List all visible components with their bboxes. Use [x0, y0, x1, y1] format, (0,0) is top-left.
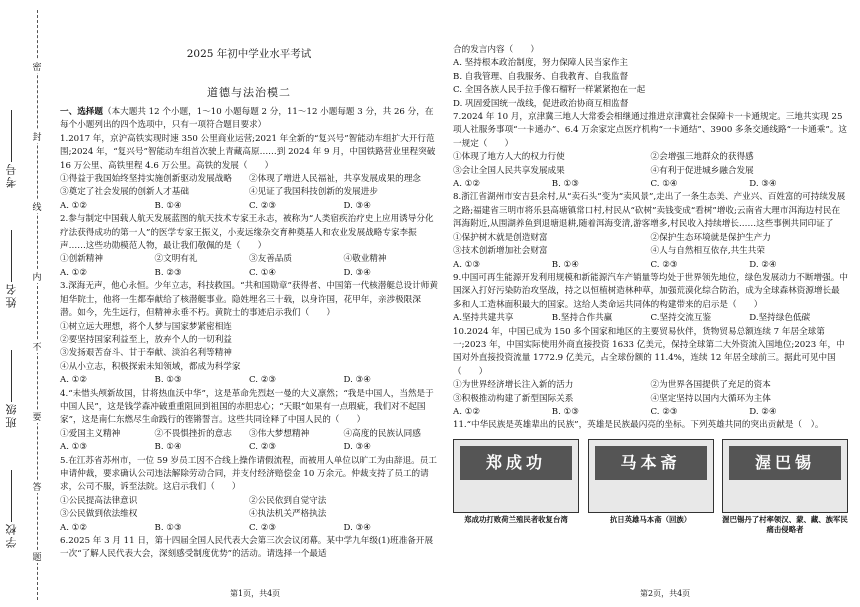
- name-field[interactable]: [4, 230, 20, 308]
- seal-char: 答: [31, 480, 43, 493]
- seal-char: 不: [31, 340, 43, 353]
- q6-choice[interactable]: B. 自我管理、自我服务、自我教育、自我监督: [453, 71, 629, 82]
- q4-choice[interactable]: A. ①③: [60, 442, 88, 453]
- q8-option: ③技术创新增加社会财富: [453, 246, 548, 257]
- q4-option: ②不畏惧挫折的意志: [154, 428, 232, 439]
- q8-option: ④人与自然相互依存,共生共荣: [650, 246, 765, 257]
- exam-number-field[interactable]: [4, 110, 20, 188]
- q9-choice[interactable]: C.坚持交流互鉴: [650, 313, 712, 324]
- binding-margin: [0, 0, 46, 607]
- hero-figures: [453, 439, 848, 535]
- q1-option: ②体现了增进人民福祉，共享发展成果的理念: [249, 174, 421, 185]
- woodcut-image: [453, 439, 579, 513]
- q5-option: ①公民提高法律意识: [60, 495, 138, 506]
- question-1: 1.2017 年，京沪高铁实现时速 350 公里商业运营;2021 年全新的“复兴号”智能动车组扩大开行范围;2024 年，“复兴号”智能动车组首次驶上青藏高原……到 2024 年 9 月，中国铁路营业里程突破 16 万公里、高铁里程 4.6 万公里。高铁的发展（ ）: [60, 133, 436, 171]
- figure-stamp: 郑成功: [460, 446, 572, 480]
- q8-choice[interactable]: B. ①④: [551, 259, 579, 270]
- page-left: [60, 0, 438, 562]
- q3-choice[interactable]: B. ①③: [154, 375, 182, 386]
- seal-char: 题: [31, 550, 43, 563]
- q4-option: ④高度的民族认同感: [343, 428, 421, 439]
- question-3: 3.深海无声，他心永恒。少年立志，科技救国。“共和国勋章”获得者、中国第一代核潜艇总设计师黄旭华院士，他将一生都奉献给了核潜艇事业。隐姓埋名三十载，以身许国，花甲年，亲涉极限深潜。如今，先生远行，但精神永垂不朽。黄院士的事迹启示我们（ ）: [60, 281, 438, 319]
- q7-option: ①体现了地方人大的权力行使: [453, 152, 565, 163]
- page-right: [453, 0, 848, 535]
- q10-choice[interactable]: A. ①②: [453, 406, 481, 417]
- q6-choice[interactable]: D. 巩固爱国统一战线，促进政治协商互相监督: [453, 98, 629, 109]
- school-field[interactable]: [4, 470, 20, 548]
- woodcut-image: [722, 439, 848, 513]
- q1-choice[interactable]: D. ③④: [343, 200, 371, 211]
- q5-option: ③公民做到依法维权: [60, 509, 138, 520]
- q1-option: ③奠定了社会发展的创新人才基础: [60, 187, 189, 198]
- figure-ma-benzhai: [588, 439, 714, 535]
- seal-char: 内: [31, 270, 43, 283]
- seal-char: 要: [31, 410, 43, 423]
- q7-option: ④有利于促进城乡融合发展: [650, 165, 754, 176]
- q6-choice[interactable]: C. 全国各族人民手拉手像石榴籽一样紧紧抱在一起: [453, 85, 646, 96]
- seal-line: [37, 10, 38, 600]
- question-9: 9.中国可再生能源开发利用规模和新能源汽车产销量等均处于世界领先地位，绿色发展动力不断增强。中国深入打好污染防治攻坚战，持之以恒植树造林种草，加强荒漠化综合防治，成为全球森林资源增长最多和人工造林面积最大的国家。这给人类命运共同体的构建带来的启示是（ ）: [453, 272, 848, 310]
- q10-option: ③积极推动构建了新型国际关系: [453, 393, 574, 404]
- q2-option: ②文明有礼: [154, 254, 198, 265]
- question-6: 6.2025 年 3 月 11 日，第十四届全国人民代表大会第三次会议闭幕。某中学九年级(1)班准备开展一次“了解人民代表大会，深刻感受制度优势”的活动。请选择一个最适: [60, 536, 434, 560]
- q7-option: ③会让全国人民共享发展成果: [453, 165, 565, 176]
- q3-choice[interactable]: A. ①②: [60, 375, 88, 386]
- question-8: 8.浙江省湖州市安吉县余村,从“卖石头”变为“卖风景”,走出了一条生态美、产业兴、百姓富的可持续发展之路;福建省三明市将乐县高塘镇常口村,村民从“砍树”卖钱变成“看树”增收;云南省大理市洱海边村民在洱海附近,从围湖养鱼到退塘退耕,随着洱海变清,游客增多,村民收入持续增长……这些事例共同印证了: [453, 192, 846, 230]
- q7-choice[interactable]: A. ①②: [453, 179, 481, 190]
- q8-choice[interactable]: D. ②④: [749, 259, 777, 270]
- q8-option: ①保护树木就是创造财富: [453, 232, 548, 243]
- section-title: 一、选择题: [60, 107, 103, 117]
- figure-stamp: 马本斋: [595, 446, 707, 480]
- q10-choice[interactable]: B. ①③: [551, 406, 579, 417]
- figure-zheng-chenggong: [453, 439, 579, 535]
- q8-choice[interactable]: C. ②③: [650, 259, 678, 270]
- q2-choice[interactable]: C. ①④: [249, 267, 277, 278]
- q2-choice[interactable]: A. ①②: [60, 267, 88, 278]
- q8-option: ②保护生态环境就是保护生产力: [650, 232, 771, 243]
- q2-option: ①创新精神: [60, 254, 103, 265]
- class-field[interactable]: [4, 350, 20, 428]
- q10-choice[interactable]: D. ②④: [749, 406, 777, 417]
- subject-title: 道德与法治模二: [207, 86, 291, 99]
- q7-choice[interactable]: C. ①④: [650, 179, 678, 190]
- exam-number-label: 考号: [5, 162, 18, 188]
- q5-option: ④执法机关严格执法: [249, 509, 327, 520]
- page-number-right: 第2页，共4页: [640, 589, 691, 598]
- name-label: 姓名: [5, 282, 18, 308]
- seal-char: 封: [31, 130, 43, 143]
- q1-option: ①得益于我国始终坚持实施创新驱动发展战略: [60, 174, 232, 185]
- school-label: 学校: [5, 522, 18, 548]
- q2-choice[interactable]: D. ③④: [343, 267, 371, 278]
- question-5: 5.在江苏省苏州市，一位 59 岁员工因不合线上操作请假流程，而被用人单位以旷工为由辞退。员工申请仲裁，要求确认公司违法解除劳动合同，并支付经济赔偿金 10 万余元。仲裁支持了员工的请求，公司不服，诉至法院。这启示我们（ ）: [60, 455, 437, 493]
- q10-option: ④坚定坚持以国内大循环为主体: [650, 393, 771, 404]
- question-7: 7.2024 年 10 月，京津冀三地人大常委会相继通过推进京津冀社会保障卡一卡通规定。三地共实现 25 项人社服务事项“一卡通办”、6.4 万余家定点医疗机构“一卡通结”、3900 多条交通线路“一卡通乘”。这一规定（ ）: [453, 112, 847, 149]
- q3-choice[interactable]: C. ②③: [249, 375, 277, 386]
- question-10: 10.2024 年，中国已成为 150 多个国家和地区的主要贸易伙伴，货物贸易总额连续 7 年居全球第一;2023 年，中国实际使用外商直接投资 1633 亿美元，保持全球第二大外资流入国地位;2023 年，中国对外直接投资流量 1772.9 亿美元，占全球份额的 11.4%，连续 12 年居全球前三。据此可见中国（ ）: [453, 326, 845, 377]
- q3-option: ③发扬艰苦奋斗、甘于奉献、淡泊名利等精神: [60, 348, 232, 359]
- q7-choice[interactable]: D. ③④: [749, 179, 777, 190]
- q3-choice[interactable]: D. ③④: [343, 375, 371, 386]
- q3-option: ①树立远大理想，将个人梦与国家梦紧密相连: [60, 321, 232, 332]
- seal-char: 线: [31, 200, 43, 213]
- q7-choice[interactable]: B. ①③: [551, 179, 579, 190]
- q2-option: ④敬业精神: [343, 254, 387, 265]
- woodcut-image: [588, 439, 714, 513]
- q3-option: ④从小立志，积极探索未知领域，都成为科学家: [60, 361, 241, 372]
- q4-option: ③伟大梦想精神: [249, 428, 310, 439]
- figure-caption: 抗日英雄马本斋（回族）: [609, 514, 692, 524]
- q1-choice[interactable]: B. ①④: [154, 200, 182, 211]
- q9-choice[interactable]: B.坚持合作共赢: [551, 313, 613, 324]
- q2-choice[interactable]: B. ②③: [154, 267, 182, 278]
- figure-wobaxi: [722, 439, 848, 535]
- q6-choice[interactable]: A. 坚持根本政治制度，努力保障人民当家作主: [453, 58, 628, 69]
- q9-choice[interactable]: D.坚持绿色低碳: [749, 313, 811, 324]
- q4-choice[interactable]: C. ②③: [249, 442, 277, 453]
- q4-choice[interactable]: B. ①④: [154, 442, 182, 453]
- q10-option: ②为世界各国提供了充足的资本: [650, 380, 771, 391]
- q9-choice[interactable]: A.坚持共建共享: [453, 313, 514, 324]
- question-2: 2.参与制定中国载人航天发展蓝图的航天技术专家王永志，被称为“人类宿疾治疗史上应用诱导分化疗法获得成功的第一人”的医学专家王振义，小麦远缘杂交育种奠基人和农业发展战略专家李振声……这些功勋模范人物，最让我们敬佩的是（ ）: [60, 214, 434, 252]
- question-4: 4.“未惜头颅新故国，甘将热血沃中华”，这是革命先烈赵一曼的大义凛然；“我是中国人，当然是于中国人民”，这是钱学森冲破重重阻回到祖国的赤胆忠心；“天眼”如果有一点瑕疵，我们对不起国家”，这是南仁东燃尽生命践行的铿锵誓言。这些共同诠释了中国人民的（ ）: [60, 388, 434, 426]
- q3-option: ②要坚持国家利益至上，放弃个人的一切利益: [60, 334, 232, 345]
- section-header: [60, 106, 438, 133]
- q10-option: ①为世界经济增长注入新的活力: [453, 380, 574, 391]
- q5-choice[interactable]: D. ③④: [343, 522, 371, 533]
- q1-option: ④见证了我国科技创新的发展进步: [249, 187, 378, 198]
- q8-choice[interactable]: A. ①③: [453, 259, 481, 270]
- q5-option: ②公民依到自觉守法: [249, 495, 327, 506]
- q10-choice[interactable]: C. ②③: [650, 406, 678, 417]
- q5-choice[interactable]: A. ①②: [60, 522, 88, 533]
- q5-choice[interactable]: C. ②③: [249, 522, 277, 533]
- figure-caption: 郑成功打败荷兰殖民者收复台湾: [464, 514, 568, 524]
- q7-option: ②会增强三地群众的获得感: [650, 152, 754, 163]
- exam-title: 2025 年初中学业水平考试: [186, 48, 312, 60]
- figure-caption: 渥巴锡丹了村率领汉、蒙、藏、族军民痛击侵略者: [722, 514, 848, 534]
- q4-choice[interactable]: D. ③④: [343, 442, 371, 453]
- question-11: 11.“中华民族是英雄辈出的民族”，英雄是民族最闪亮的坐标。下列英雄共同的突出贡献是（ ）。: [453, 420, 824, 431]
- q4-option: ①爱国主义精神: [60, 428, 121, 439]
- q1-choice[interactable]: C. ②③: [249, 200, 277, 211]
- q5-choice[interactable]: B. ①③: [154, 522, 182, 533]
- q2-option: ③友善品质: [249, 254, 292, 265]
- page-number-left: 第1页，共4页: [230, 589, 281, 598]
- seal-char: 密: [31, 60, 43, 73]
- section-description: （本大题共 12 个小题，1～10 小题每题 2 分，11～12 小题每题 3 分，共 26 分，在每个小题列出的四个选项中，只有一项符合题目要求）: [60, 107, 434, 131]
- figure-stamp: 渥巴锡: [729, 446, 841, 480]
- q1-choice[interactable]: A. ①②: [60, 200, 88, 211]
- q6-continued: 合的发言内容（ ）: [453, 45, 539, 55]
- class-label: 班级: [5, 402, 18, 428]
